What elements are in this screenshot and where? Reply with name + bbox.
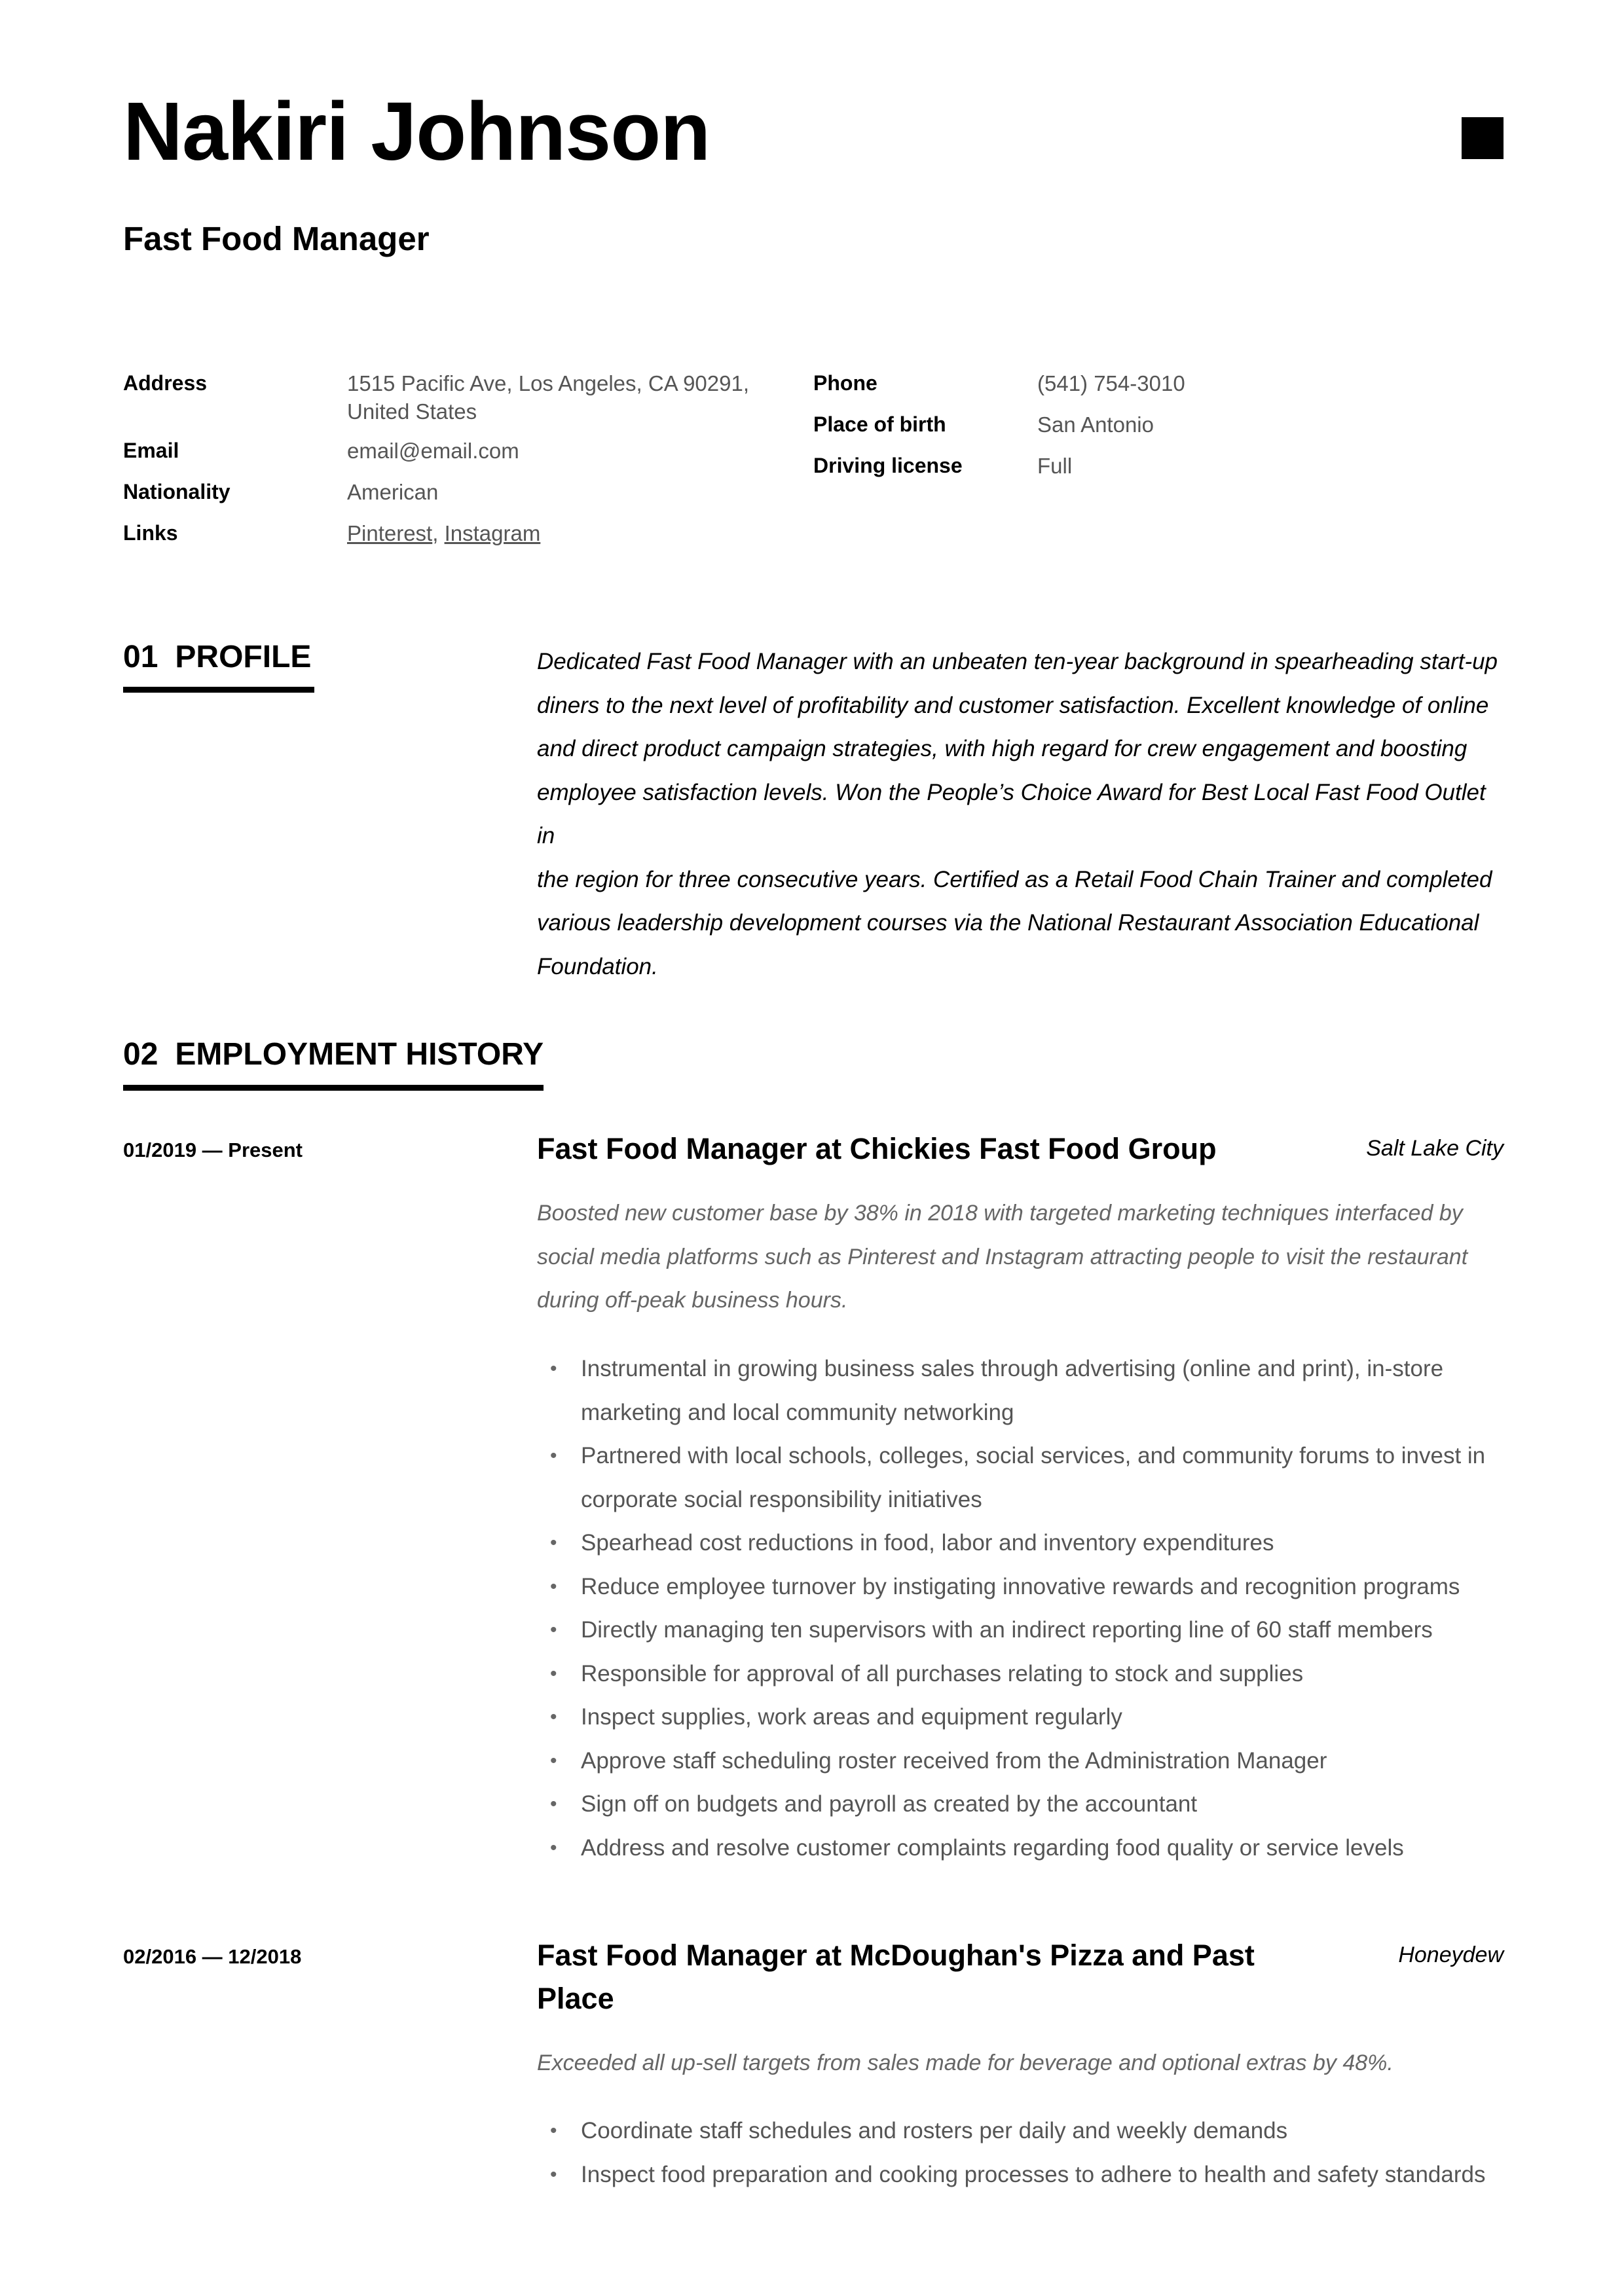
profile-line: employee satisfaction levels. Won the People’s Choice Award for Best Local Fast Food Outlet in [537,779,1486,848]
license-value: Full [1037,454,1073,478]
list-item: • Spearhead cost reductions in food, labor and inventory expenditures [537,1522,1506,1565]
links-label: Links [123,521,178,545]
job-title: Fast Food Manager [123,220,430,257]
address-value [347,369,749,426]
job-summary [537,2041,1506,2085]
phone-value: (541) 754-3010 [1037,371,1185,395]
address-label: Address [123,371,208,395]
nationality-label: Nationality [123,480,231,503]
list-item: • Directly managing ten supervisors with an indirect reporting line of 60 staff members [537,1609,1506,1652]
profile-line: various leadership development courses via the National Restaurant Association Educational [537,910,1479,936]
job-city: Salt Lake City [1366,1136,1504,1161]
email-value: email@email.com [347,439,519,463]
profile-line: Foundation. [537,953,658,979]
employment-number: 02 [123,1037,158,1072]
list-item: • Address and resolve customer complaints regarding food quality or service levels [537,1827,1506,1870]
phone-label: Phone [813,371,877,395]
nationality-value: American [347,480,439,504]
job-title-line: Fast Food Manager at McDoughan's Pizza and Past [537,1939,1255,1972]
instagram-link[interactable]: Instagram [444,521,541,545]
candidate-name: Nakiri Johnson [123,85,710,177]
links-value [347,519,540,547]
job-title-line: Fast Food Manager at Chickies Fast Food Group [537,1132,1217,1165]
license-label: Driving license [813,454,963,477]
list-item: • Reduce employee turnover by instigating innovative rewards and recognition programs [537,1565,1506,1609]
employment-heading-text: EMPLOYMENT HISTORY [175,1037,544,1072]
job-summary-line: during off-peak business hours. [537,1288,848,1313]
profile-number: 01 [123,640,158,674]
job-duties [537,2109,1506,2196]
profile-line: Dedicated Fast Food Manager with an unbeaten ten-year background in spearheading start-up [537,649,1498,674]
address-line-2: United States [347,399,477,424]
profile-line: and direct product campaign strategies, with high regard for crew engagement and boosting [537,736,1467,761]
list-item: • Instrumental in growing business sales through advertising (online and print), in-store marketing and local community networking [537,1347,1506,1434]
links-separator: , [432,521,445,545]
list-item: • Approve staff scheduling roster received from the Administration Manager [537,1740,1506,1783]
job-dates: 02/2016 — 12/2018 [123,1945,302,1968]
profile-heading-text: PROFILE [175,640,312,674]
address-line-1: 1515 Pacific Ave, Los Angeles, CA 90291, [347,371,749,395]
email-label: Email [123,439,179,462]
birthplace-value: San Antonio [1037,412,1154,437]
profile-line: the region for three consecutive years. Certified as a Retail Food Chain Trainer and completed [537,866,1492,892]
job-title [537,1934,1342,2020]
job-summary-line: Boosted new customer base by 38% in 2018 with targeted marketing techniques interfaced by [537,1201,1463,1226]
square-icon [1462,117,1504,159]
job-title-line: Place [537,1982,614,2015]
list-item: • Sign off on budgets and payroll as created by the accountant [537,1783,1506,1827]
list-item: • Partnered with local schools, colleges, social services, and community forums to invest in corporate social responsibility initiatives [537,1434,1506,1522]
birthplace-label: Place of birth [813,412,946,436]
job-dates: 01/2019 — Present [123,1139,303,1161]
job-duties [537,1347,1506,1870]
profile-line: diners to the next level of profitability and customer satisfaction. Excellent knowledge of online [537,692,1489,718]
profile-summary [537,640,1506,989]
job-summary-line: Exceeded all up-sell targets from sales made for beverage and optional extras by 48%. [537,2050,1393,2075]
job-summary [537,1192,1506,1322]
list-item: • Inspect supplies, work areas and equipment regularly [537,1696,1506,1740]
pinterest-link[interactable]: Pinterest [347,521,433,545]
profile-heading [123,642,311,673]
job-summary-line: social media platforms such as Pinterest and Instagram attracting people to visit the restaurant [537,1244,1468,1269]
profile-underline [123,687,314,693]
list-item: • Coordinate staff schedules and rosters per daily and weekly demands [537,2109,1506,2153]
list-item: • Responsible for approval of all purchases relating to stock and supplies [537,1652,1506,1696]
employment-heading [123,1039,544,1070]
job-city: Honeydew [1398,1942,1504,1967]
employment-underline [123,1085,544,1091]
list-item: • Inspect food preparation and cooking processes to adhere to health and safety standards [537,2153,1506,2197]
